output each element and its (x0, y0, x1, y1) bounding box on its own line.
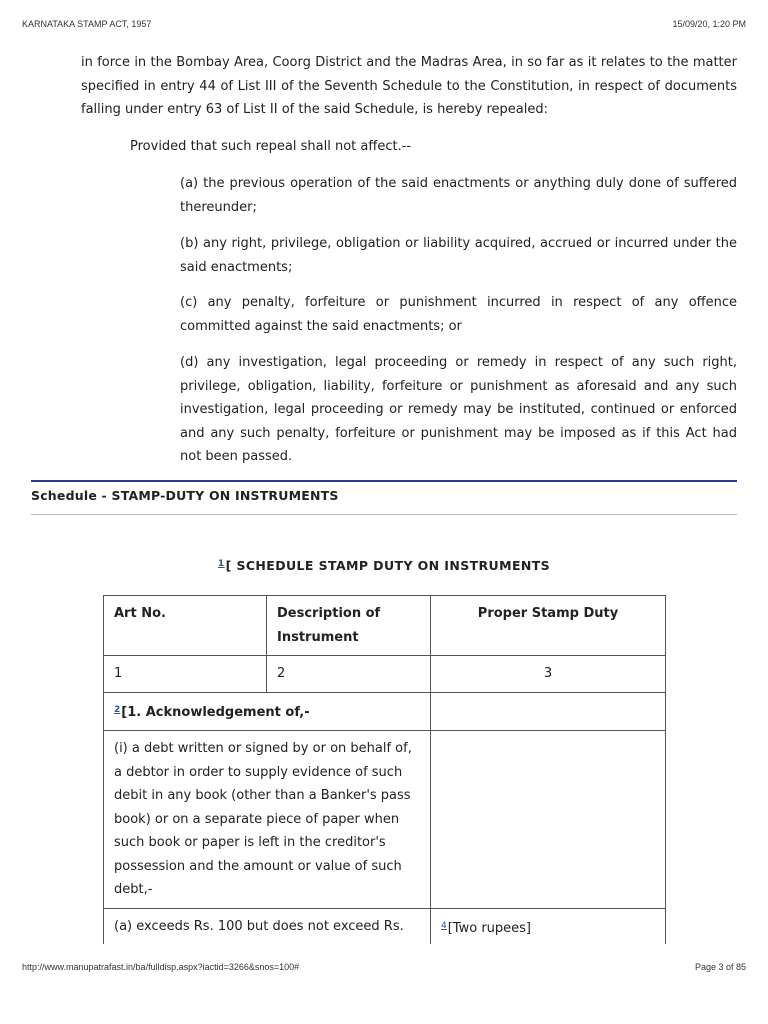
footnote-link-4[interactable]: 4 (441, 920, 447, 931)
acknowledgement-cell (104, 692, 431, 731)
source-url[interactable]: http://www.manupatrafast.in/ba/fulldisp.aspx?iactid=3266&snos=100# (22, 962, 300, 972)
clause-c: (c) any penalty, forfeiture or punishment incurred in respect of any offence committed against the said enactments; or (180, 295, 737, 334)
clause-d: (d) any investigation, legal proceeding or remedy in respect of any such right, privilege, obligation, liability, forfeiture or punishment as aforesaid and any such investigation, legal proceeding or remedy may be instituted, continued or enforced and any such penalty, forfeiture or punishment may be imposed as if this Act had not been passed. (180, 355, 737, 464)
page-footer (22, 962, 746, 972)
col-number-1: 1 (104, 656, 267, 693)
header-art-no: Art No. (104, 596, 267, 656)
col-number-2: 2 (267, 656, 431, 693)
schedule-title (0, 558, 768, 573)
empty-cell (431, 731, 666, 909)
page-number: Page 3 of 85 (694, 962, 746, 972)
document-title: KARNATAKA STAMP ACT, 1957 (22, 19, 152, 29)
page-header (22, 19, 746, 29)
clause-b: (b) any right, privilege, obligation or liability acquired, accrued or incurred under the said enactments; (180, 236, 737, 275)
item-i-cell: (i) a debt written or signed by or on behalf of, a debtor in order to supply evidence of such debit in any book (other than a Banker's pass book) or on a separate piece of paper when such book or paper is left in the creditor's possession and the amount or value of such debt,- (104, 731, 431, 909)
header-description: Description of Instrument (267, 596, 431, 656)
footnote-link-2[interactable]: 2 (114, 704, 121, 715)
print-datetime: 15/09/20, 1:20 PM (672, 19, 746, 29)
table-row (104, 692, 666, 731)
heading-underline (31, 514, 737, 515)
footnote-link-1[interactable]: 1 (217, 559, 225, 569)
duty-a-text: [Two rupees] (447, 920, 531, 936)
proviso-paragraph: Provided that such repeal shall not affect.-- (130, 139, 412, 154)
schedule-heading: Schedule - STAMP-DUTY ON INSTRUMENTS (31, 488, 339, 503)
page-break-mask (0, 944, 768, 1024)
table-row (104, 731, 666, 909)
schedule-title-text: [ SCHEDULE STAMP DUTY ON INSTRUMENTS (225, 558, 551, 573)
stamp-duty-table (103, 595, 666, 982)
intro-paragraph: in force in the Bombay Area, Coorg District and the Madras Area, in so far as it relates to the matter specified in entry 44 of List III of the Seventh Schedule to the Constitution, in respect of documents falling under entry 63 of List II of the said Schedule, is hereby repealed: (81, 55, 737, 117)
table-header-row (104, 596, 666, 656)
empty-cell (431, 692, 666, 731)
acknowledgement-text: [1. Acknowledgement of,- (121, 704, 310, 720)
col-number-3: 3 (431, 656, 666, 693)
table-number-row (104, 656, 666, 693)
header-stamp-duty: Proper Stamp Duty (431, 596, 666, 656)
clause-a: (a) the previous operation of the said enactments or anything duly done of suffered thereunder; (180, 176, 737, 215)
item-a-cell: (a) exceeds Rs. 100 but does not exceed Rs. (104, 908, 431, 981)
section-divider (31, 480, 737, 482)
